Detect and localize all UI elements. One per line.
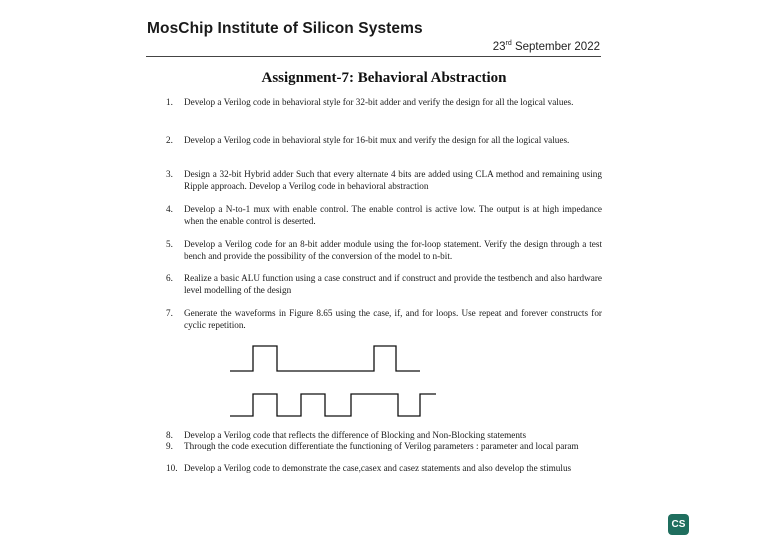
question-7 (166, 308, 602, 331)
question-number: 1. (166, 97, 173, 107)
question-3 (166, 169, 602, 192)
question-text: Develop a Verilog code in behavioral style for 32-bit adder and verify the design for all the logical values. (184, 97, 574, 107)
question-text: Develop a Verilog code in behavioral style for 16-bit mux and verify the design for all the logical values. (184, 135, 570, 145)
question-4 (166, 204, 602, 227)
question-text: Develop a Verilog code that reflects the difference of Blocking and Non-Blocking statements (184, 430, 527, 440)
question-number: 7. (166, 308, 173, 318)
institute-name: MosChip Institute of Silicon Systems (147, 20, 423, 37)
question-text: Design a 32-bit Hybrid adder Such that every alternate 4 bits are added using CLA method and remaining using Ripple approach. Develop a Verilog code in behavioral abstraction (184, 169, 602, 191)
question-6 (166, 273, 602, 296)
question-text: Develop a N-to-1 mux with enable control. The enable control is active low. The output is at high impedance when the enable control is deserted. (184, 204, 602, 226)
waveform-2 (230, 394, 436, 416)
question-1 (166, 97, 602, 109)
question-2 (166, 135, 602, 147)
question-number: 5. (166, 239, 173, 249)
date-month-year: September 2022 (514, 40, 600, 53)
question-10 (166, 463, 602, 475)
question-number: 6. (166, 273, 173, 283)
question-9 (166, 441, 602, 453)
question-text: Develop a Verilog code to demonstrate the case,casex and casez statements and also develop the stimulus (184, 463, 572, 473)
question-8 (166, 430, 602, 442)
question-number: 8. (166, 430, 173, 440)
question-text: Through the code execution differentiate the functioning of Verilog parameters : parameter and local param (184, 441, 579, 451)
date-day: 23 (492, 40, 506, 53)
question-5 (166, 239, 602, 262)
date-suffix: rd (505, 40, 512, 47)
question-text: Develop a Verilog code for an 8-bit adder module using the for-loop statement. Verify the design through a test bench and provide the possibility of the conversion of the model to n-bit. (184, 239, 602, 261)
waveform-figure (226, 340, 446, 422)
question-number: 9. (166, 441, 173, 451)
camscanner-logo: CS (668, 514, 689, 535)
question-number: 3. (166, 169, 173, 179)
question-text: Realize a basic ALU function using a case construct and if construct and provide the testbench and also hardware level modelling of the design (184, 273, 602, 295)
question-number: 4. (166, 204, 173, 214)
question-text: Generate the waveforms in Figure 8.65 using the case, if, and for loops. Use repeat and forever constructs for cyclic repetition. (184, 308, 602, 330)
question-number: 10. (166, 463, 178, 473)
document-date (493, 40, 600, 53)
assignment-title: Assignment-7: Behavioral Abstraction (261, 70, 507, 86)
question-number: 2. (166, 135, 173, 145)
header-divider (146, 56, 601, 57)
waveform-1 (230, 346, 420, 371)
